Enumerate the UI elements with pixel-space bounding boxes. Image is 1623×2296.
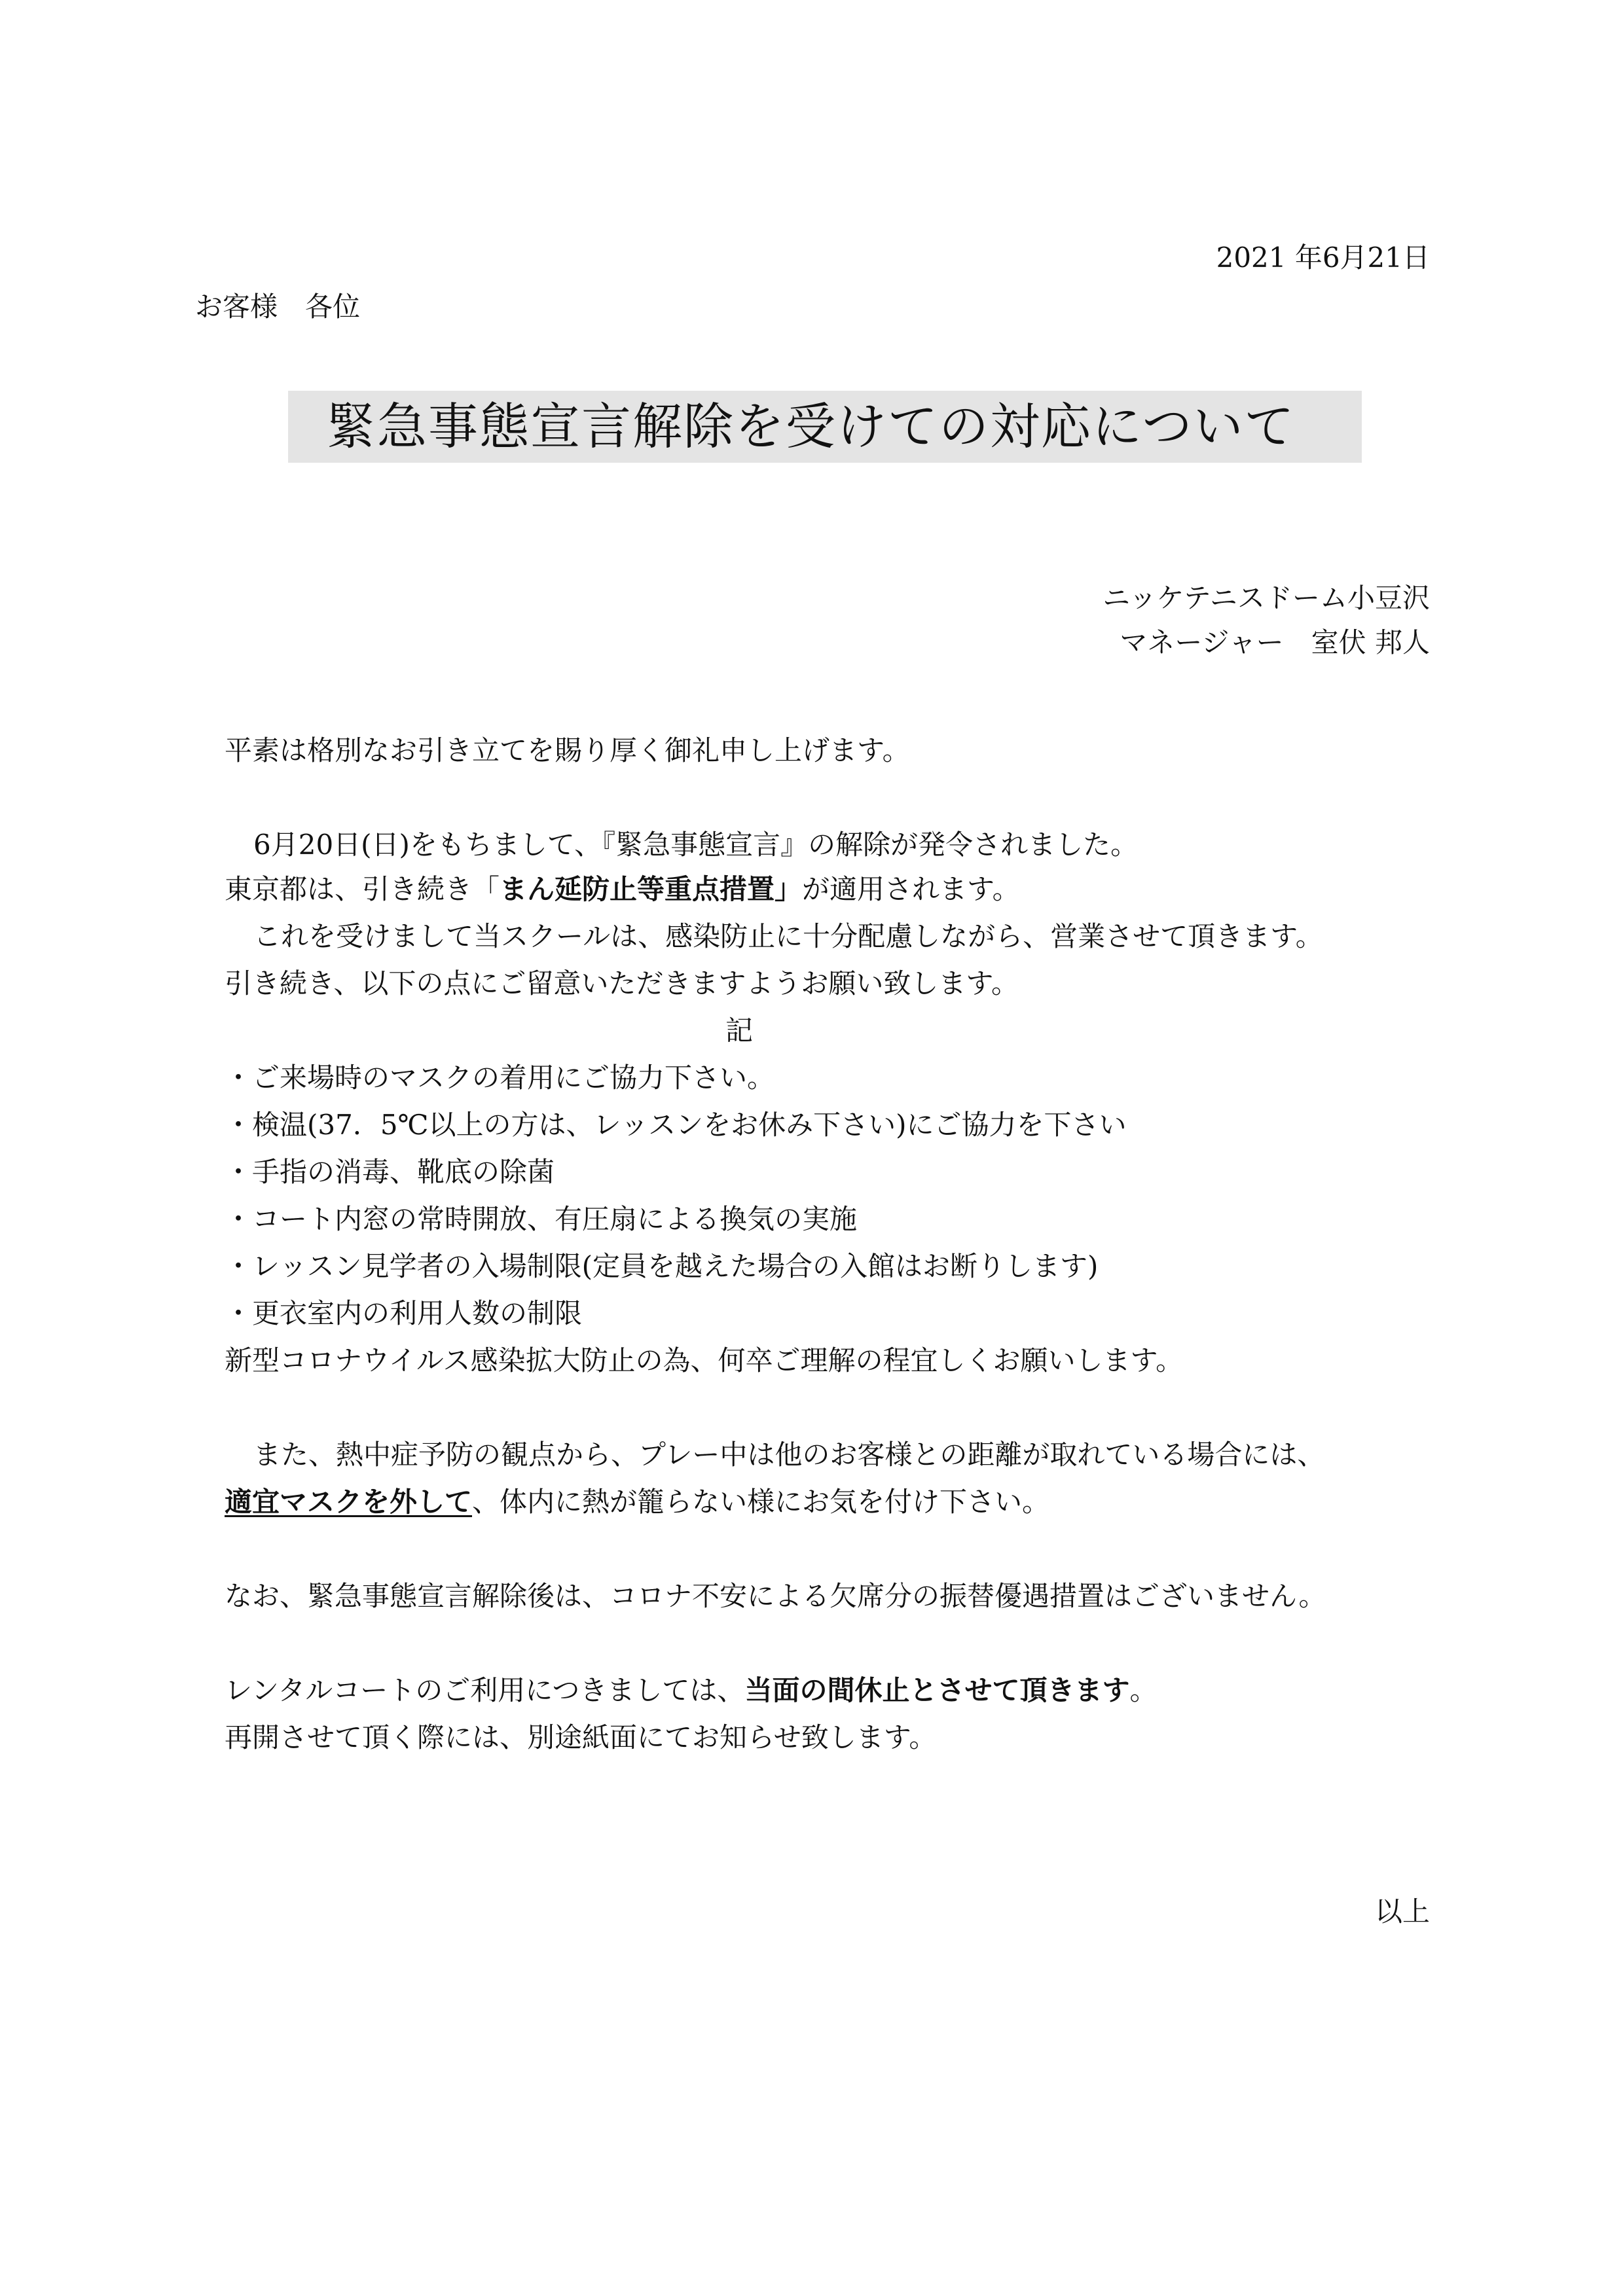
measure-item: ・コート内窓の常時開放、有圧扇による換気の実施 <box>225 1203 858 1235</box>
measure-item: ・ご来場時のマスクの着用にご協力下さい。 <box>225 1062 775 1094</box>
announcement-line-2-pre: 東京都は、引き続き「 <box>225 873 500 905</box>
ki-mark: 記 <box>725 1014 754 1047</box>
closing-mark: 以上 <box>1374 1895 1430 1928</box>
rental-line-2: 再開させて頂く際には、別途紙面にてお知らせ致します。 <box>225 1721 937 1753</box>
announcement-line-4: 引き続き、以下の点にご留意いただきますようお願い致します。 <box>225 967 1019 999</box>
rental-line-1 <box>225 1672 1157 1710</box>
measure-item: ・レッスン見学者の入場制限(定員を越えた場合の入館はお断りします) <box>225 1250 1099 1282</box>
priority-measures-text: まん延防止等重点措置」 <box>500 873 803 905</box>
measure-item: ・更衣室内の利用人数の制限 <box>225 1297 583 1329</box>
announcement-line-2 <box>225 870 1020 908</box>
measure-item: ・手指の消毒、靴底の除菌 <box>225 1156 555 1188</box>
greeting: 平素は格別なお引き立てを賜り厚く御礼申し上げます。 <box>225 734 910 766</box>
page-title: 緊急事態宣言解除を受けての対応について <box>326 397 1296 456</box>
rental-line-1-post: 。 <box>1129 1674 1158 1706</box>
rental-line-1-pre: レンタルコートのご利用につきましては、 <box>225 1674 745 1706</box>
heatstroke-line-1: また、熱中症予防の観点から、プレー中は他のお客様との距離が取れている場合には、 <box>253 1439 1325 1471</box>
heatstroke-line-2-rest: 、体内に熱が籠らない様にお気を付け下さい。 <box>472 1486 1050 1518</box>
heatstroke-line-2 <box>225 1483 1049 1521</box>
announcement-line-1: 6月20日(日)をもちまして、『緊急事態宣言』の解除が発令されました。 <box>253 829 1139 861</box>
addressee: お客様 各位 <box>195 291 361 323</box>
measure-item: ・検温(37．5℃以上の方は、レッスンをお休み下さい)にご協力を下さい <box>225 1109 1127 1141</box>
sender-organization: ニッケテニスドーム小豆沢 <box>1103 582 1430 614</box>
announcement-line-3: これを受けまして当スクールは、感染防止に十分配慮しながら、営業させて頂きます。 <box>253 920 1323 952</box>
document-date: 2021 年6月21日 <box>1216 242 1430 274</box>
announcement-line-2-post: が適用されます。 <box>802 873 1020 905</box>
sender-manager: マネージャー 室伏 邦人 <box>1120 626 1430 658</box>
no-makeup-notice: なお、緊急事態宣言解除後は、コロナ不安による欠席分の振替優遇措置はございません。 <box>225 1580 1326 1612</box>
measures-closing: 新型コロナウイルス感染拡大防止の為、何卒ご理解の程宜しくお願いします。 <box>225 1344 1184 1376</box>
rental-suspension-emphasis: 当面の間休止とさせて頂きます <box>744 1674 1130 1706</box>
mask-removal-emphasis: 適宜マスクを外して <box>225 1486 473 1518</box>
